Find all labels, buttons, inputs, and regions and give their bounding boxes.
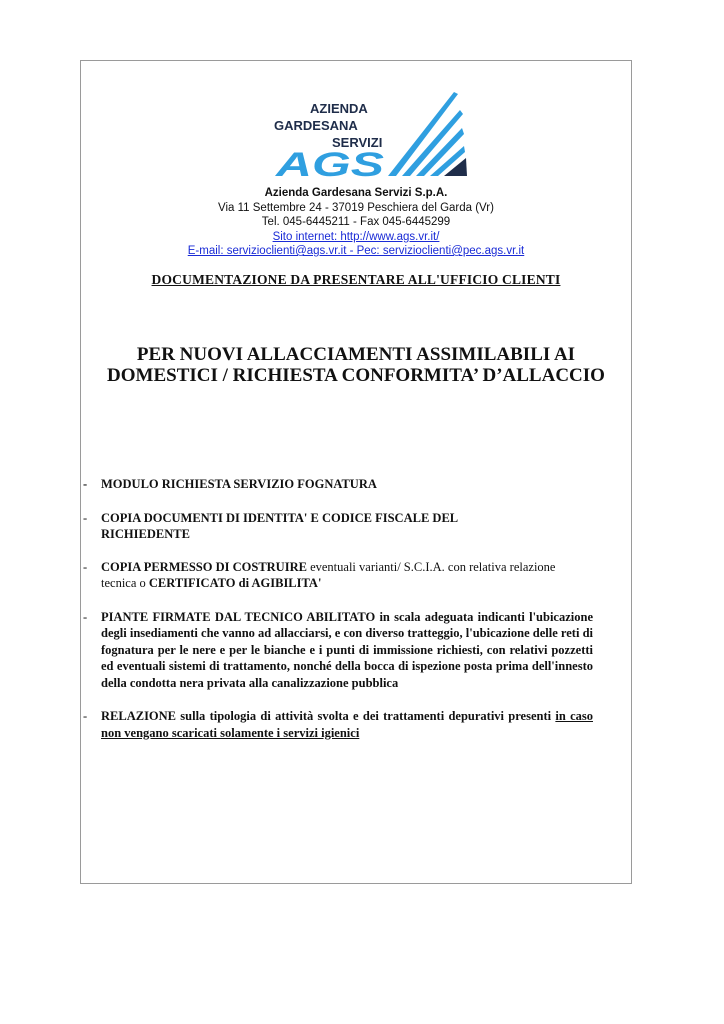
document-frame — [80, 60, 632, 884]
list-dash: - — [83, 477, 88, 491]
list-item — [83, 510, 593, 543]
plans-description: in scala adeguata indicanti l'ubicazione degli insediamenti che vanno ad allacciarsi, e con diverso tratteggio, l'ubicazione delle reti di fognatura per le nere e per le bianche e i punti di immissione richiesti, con relativi pozzetti ed eventuali sistemi di trattamento, nonché della bocca di ispezione posta prima dell'innesto della condotta nera privata alla canalizzazione pubblica — [101, 609, 593, 690]
logo-line-azienda: AZIENDA — [310, 101, 368, 116]
document-title — [90, 344, 622, 386]
title-line-1: PER NUOVI ALLACCIAMENTI ASSIMILABILI AI — [136, 344, 576, 365]
list-item — [83, 559, 593, 592]
list-item-text — [101, 708, 593, 741]
list-item-text — [101, 559, 561, 592]
list-item-text: COPIA DOCUMENTI DI IDENTITA' E CODICE FISCALE DEL RICHIEDENTE — [101, 510, 458, 541]
company-address: Via 11 Settembre 24 - 37019 Peschiera del Garda (Vr) — [218, 201, 494, 214]
report-label: RELAZIONE — [101, 709, 177, 723]
report-condition: in caso non vengano scaricati solamente i servizi igienici — [101, 709, 593, 740]
plans-label: PIANTE FIRMATE DAL TECNICO ABILITATO — [101, 609, 376, 624]
document-list — [83, 476, 593, 741]
website-link[interactable]: Sito internet: http://www.ags.vr.it/ — [272, 230, 440, 243]
list-item — [83, 476, 593, 493]
certificate-label: CERTIFICATO di AGIBILITA' — [148, 576, 322, 590]
logo-line-gardesana: GARDESANA — [274, 118, 358, 133]
logo-line-servizi: SERVIZI — [332, 135, 383, 150]
list-dash: - — [83, 609, 88, 624]
title-line-2: DOMESTICI / RICHIESTA CONFORMITA’ D’ALLACCIO — [107, 365, 605, 386]
contact-block — [100, 186, 612, 259]
logo-mark-ags: AGS — [274, 146, 385, 180]
company-phone: Tel. 045-6445211 - Fax 045-6445299 — [261, 216, 451, 228]
list-item-text: MODULO RICHIESTA SERVIZIO FOGNATURA — [101, 477, 377, 491]
list-dash: - — [83, 559, 88, 574]
list-item — [83, 609, 593, 692]
list-item-text — [101, 609, 593, 692]
list-dash: - — [83, 510, 88, 525]
email-link[interactable]: E-mail: servizioclienti@ags.vr.it - Pec: servizioclienti@pec.ags.vr.it — [187, 245, 525, 257]
list-dash: - — [83, 709, 88, 723]
list-item — [83, 708, 593, 741]
permit-label: COPIA PERMESSO DI COSTRUIRE — [101, 559, 307, 574]
permit-description: eventuali varianti/ S.C.I.A. con relativa relazione tecnica o — [101, 559, 556, 590]
wave-wing-icon — [388, 92, 465, 176]
ags-logo — [268, 88, 468, 180]
section-heading: DOCUMENTAZIONE DA PRESENTARE ALL'UFFICIO CLIENTI — [151, 272, 561, 287]
company-name: Azienda Gardesana Servizi S.p.A. — [264, 187, 448, 199]
report-description: sulla tipologia di attività svolta e dei trattamenti depurativi presenti — [176, 709, 556, 723]
